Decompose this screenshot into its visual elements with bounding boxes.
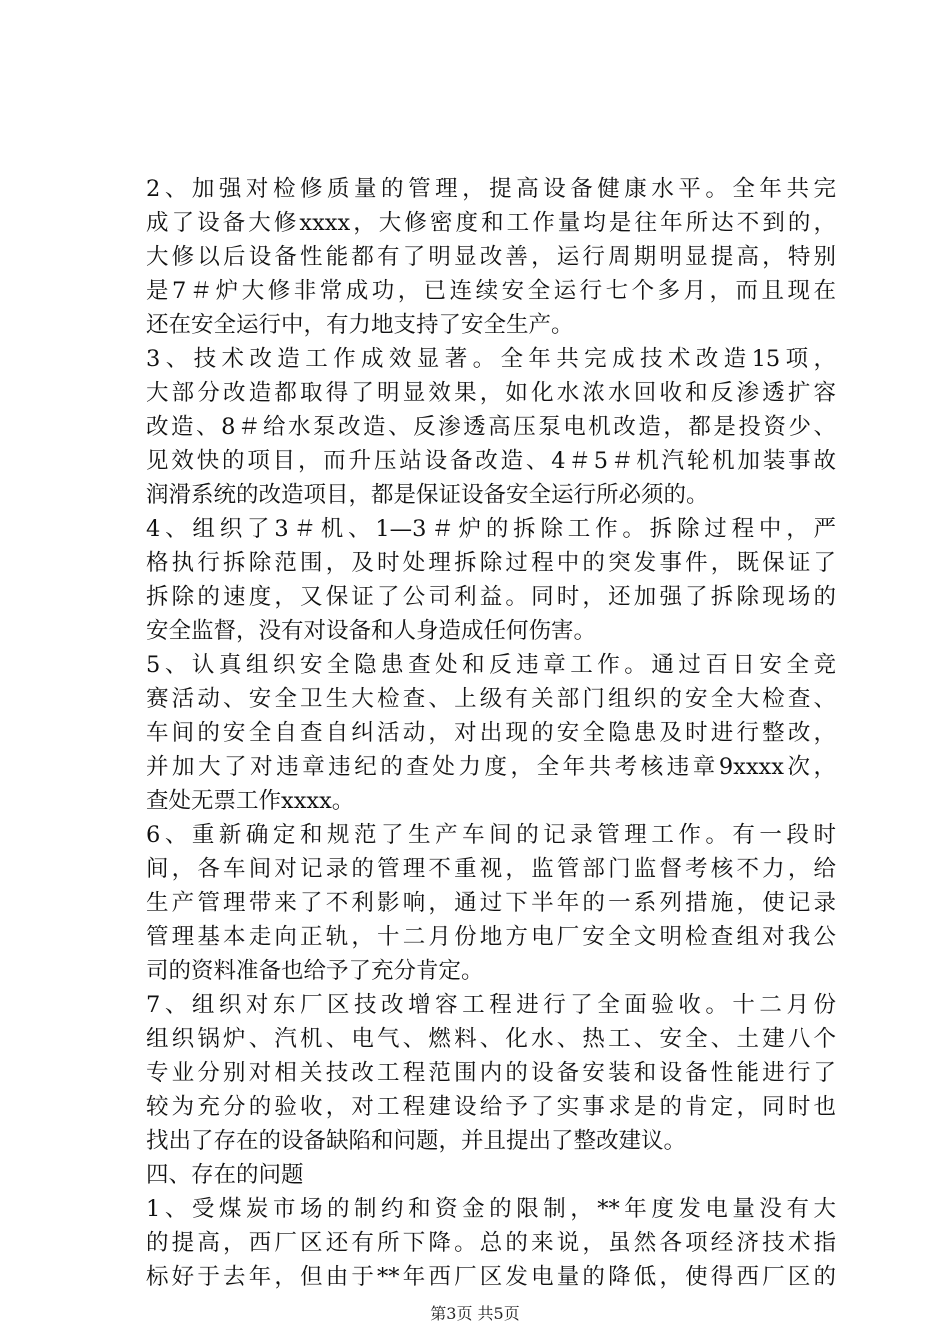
text-line: 专业分别对相关技改工程范围内的设备安装和设备性能进行了 — [146, 1060, 836, 1086]
text-line: 7、组织对东厂区技改增容工程进行了全面验收。十二月份 — [146, 992, 836, 1018]
text-line: 大部分改造都取得了明显效果，如化水浓水回收和反渗透扩容 — [146, 380, 836, 406]
text-line: 成了设备大修xxxx，大修密度和工作量均是往年所达不到的， — [146, 210, 836, 236]
text-line: 4、组织了3＃机、1—3＃炉的拆除工作。拆除过程中，严 — [146, 516, 836, 542]
text-line: 拆除的速度，又保证了公司利益。同时，还加强了拆除现场的 — [146, 584, 836, 610]
text-line: 管理基本走向正轨，十二月份地方电厂安全文明检查组对我公 — [146, 924, 836, 950]
text-line: 查处无票工作xxxx。 — [146, 788, 355, 814]
text-line: 润滑系统的改造项目，都是保证设备安全运行所必须的。 — [146, 482, 709, 508]
text-line: 5、认真组织安全隐患查处和反违章工作。通过百日安全竞 — [146, 652, 836, 678]
text-line: 见效快的项目，而升压站设备改造、4＃5＃机汽轮机加装事故 — [146, 448, 836, 474]
text-line: 的提高，西厂区还有所下降。总的来说，虽然各项经济技术指 — [146, 1230, 836, 1256]
text-line: 间，各车间对记录的管理不重视，监管部门监督考核不力，给 — [146, 856, 836, 882]
text-line: 2、加强对检修质量的管理，提高设备健康水平。全年共完 — [146, 176, 836, 202]
text-line: 6、重新确定和规范了生产车间的记录管理工作。有一段时 — [146, 822, 836, 848]
text-line: 3、技术改造工作成效显著。全年共完成技术改造15项， — [146, 346, 836, 372]
text-line: 较为充分的验收，对工程建设给予了实事求是的肯定，同时也 — [146, 1094, 836, 1120]
text-line: 1、受煤炭市场的制约和资金的限制，**年度发电量没有大 — [146, 1196, 836, 1222]
text-line: 大修以后设备性能都有了明显改善，运行周期明显提高，特别 — [146, 244, 836, 270]
text-line: 改造、8＃给水泵改造、反渗透高压泵电机改造，都是投资少、 — [146, 414, 836, 440]
text-line: 安全监督，没有对设备和人身造成任何伤害。 — [146, 618, 597, 644]
text-line: 司的资料准备也给予了充分肯定。 — [146, 958, 484, 984]
page-footer: 第3页 共5页 — [430, 1304, 520, 1323]
text-line: 格执行拆除范围，及时处理拆除过程中的突发事件，既保证了 — [146, 550, 836, 576]
text-line: 车间的安全自查自纠活动，对出现的安全隐患及时进行整改， — [146, 720, 836, 746]
text-line: 标好于去年，但由于**年西厂区发电量的降低，使得西厂区的 — [146, 1264, 836, 1290]
section-heading: 四、存在的问题 — [146, 1162, 304, 1188]
text-line: 并加大了对违章违纪的查处力度，全年共考核违章9xxxx次， — [146, 754, 836, 780]
text-line: 是7＃炉大修非常成功，已连续安全运行七个多月，而且现在 — [146, 278, 836, 304]
text-line: 赛活动、安全卫生大检查、上级有关部门组织的安全大检查、 — [146, 686, 836, 712]
text-line: 生产管理带来了不利影响，通过下半年的一系列措施，使记录 — [146, 890, 836, 916]
text-line: 组织锅炉、汽机、电气、燃料、化水、热工、安全、土建八个 — [146, 1026, 836, 1052]
text-line: 还在安全运行中，有力地支持了安全生产。 — [146, 312, 574, 338]
text-line: 找出了存在的设备缺陷和问题，并且提出了整改建议。 — [146, 1128, 687, 1154]
